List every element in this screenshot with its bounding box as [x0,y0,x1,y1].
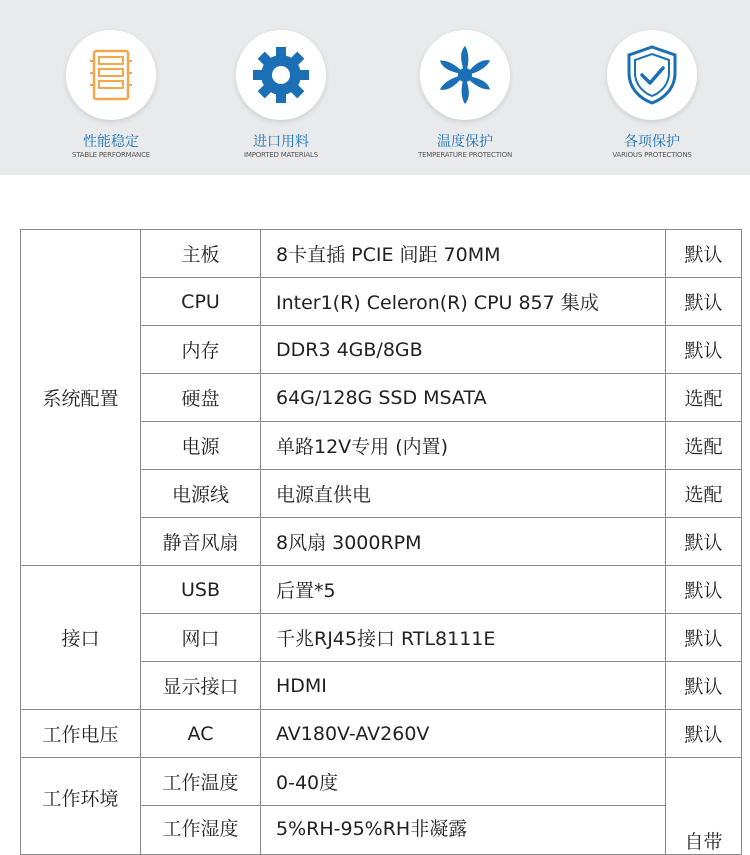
spec-cell: 5%RH-95%RH非凝露 [261,806,666,855]
item-cell: 工作湿度 [141,806,261,855]
spec-cell: Inter1(R) Celeron(R) CPU 857 集成 [261,278,666,326]
item-cell: AC [141,710,261,758]
feature-title: 温度保护 [437,134,493,150]
note-cell: 选配 [666,374,742,422]
feature-icon-circle [607,30,697,120]
feature-subtitle: TEMPERATURE PROTECTION [418,151,512,159]
feature-subtitle: VARIOUS PROTECTIONS [612,151,692,159]
note-cell: 默认 [666,662,742,710]
item-cell: CPU [141,278,261,326]
feature-banner [0,0,750,175]
spec-cell: AV180V-AV260V [261,710,666,758]
shield-check-icon [623,43,681,107]
memory-module-icon [86,47,136,103]
category-cell: 接口 [21,566,141,710]
note-cell: 默认 [666,518,742,566]
feature-icon-circle [420,30,510,120]
item-cell: 主板 [141,230,261,278]
category-cell: 系统配置 [21,230,141,566]
note-cell: 默认 [666,710,742,758]
note-cell: 默认 [666,230,742,278]
spec-table [20,229,742,855]
spec-cell: 电源直供电 [261,470,666,518]
category-cell: 工作环境 [21,758,141,855]
table-row [21,230,742,278]
note-cell: 默认 [666,614,742,662]
item-cell: 静音风扇 [141,518,261,566]
spec-cell: 64G/128G SSD MSATA [261,374,666,422]
note-cell: 默认 [666,326,742,374]
note-cell: 选配 [666,470,742,518]
spec-cell: HDMI [261,662,666,710]
feature-title: 进口用料 [253,134,309,150]
feature-icon-circle [66,30,156,120]
spec-cell: 8卡直插 PCIE 间距 70MM [261,230,666,278]
item-cell: 硬盘 [141,374,261,422]
gear-icon [249,43,313,107]
table-row [21,758,742,806]
category-cell: 工作电压 [21,710,141,758]
spec-cell: 0-40度 [261,758,666,806]
item-cell: 网口 [141,614,261,662]
spec-cell: 8风扇 3000RPM [261,518,666,566]
feature-subtitle: IMPORTED MATERIALS [244,151,318,159]
feature-stable-performance [36,0,186,175]
note-cell: 自带 [666,758,742,855]
table-row [21,566,742,614]
item-cell: 电源线 [141,470,261,518]
item-cell: USB [141,566,261,614]
note-cell: 选配 [666,422,742,470]
feature-title: 各项保护 [624,134,680,150]
spec-cell: 千兆RJ45接口 RTL8111E [261,614,666,662]
item-cell: 工作温度 [141,758,261,806]
feature-temperature-protection [390,0,540,175]
feature-subtitle: STABLE PERFORMANCE [72,151,150,159]
feature-title: 性能稳定 [83,134,139,150]
feature-imported-materials [206,0,356,175]
item-cell: 显示接口 [141,662,261,710]
spec-cell: 单路12V专用 (内置) [261,422,666,470]
item-cell: 电源 [141,422,261,470]
spec-cell: DDR3 4GB/8GB [261,326,666,374]
note-cell: 默认 [666,278,742,326]
spec-cell: 后置*5 [261,566,666,614]
note-cell: 默认 [666,566,742,614]
feature-icon-circle [236,30,326,120]
item-cell: 内存 [141,326,261,374]
fan-icon [432,42,498,108]
feature-various-protections [577,0,727,175]
table-row [21,710,742,758]
